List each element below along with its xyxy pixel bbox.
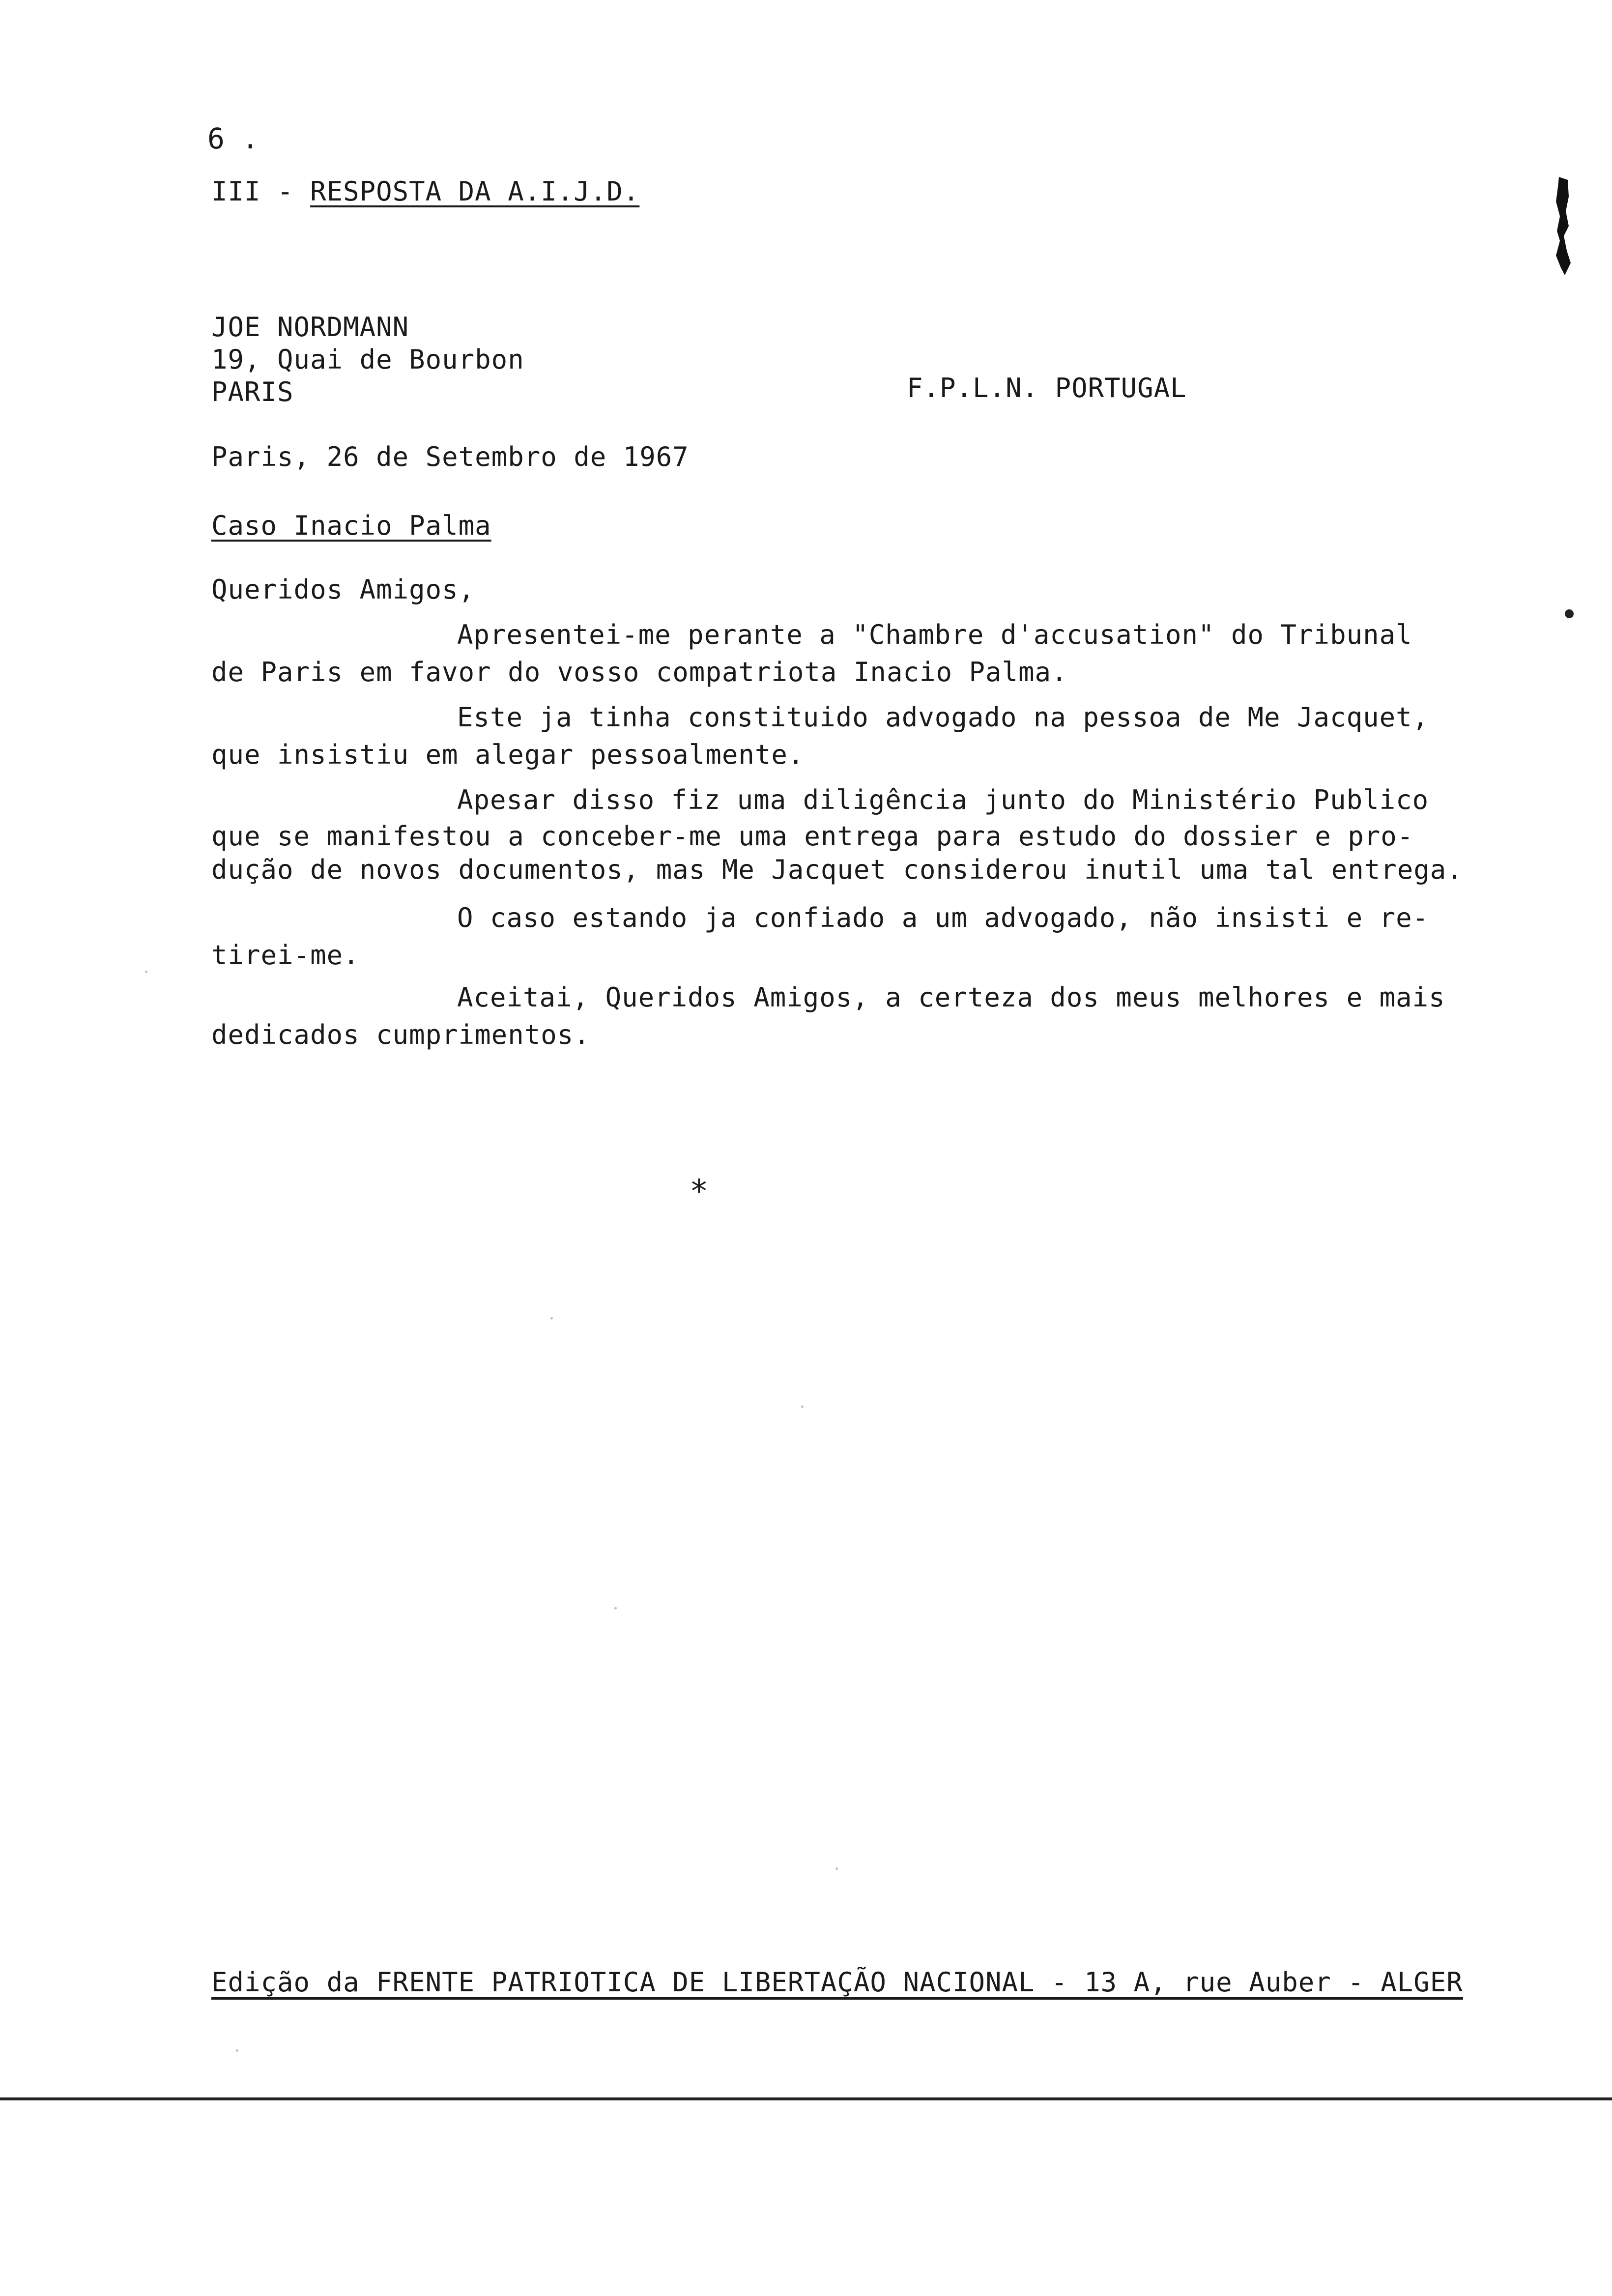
sender-street: 19, Quai de Bourbon (211, 344, 524, 375)
scan-speck (236, 2049, 238, 2052)
publisher-footer-text: Edição da FRENTE PATRIOTICA DE LIBERTAÇÃO NACIONAL - 13 A, rue Auber - ALGER (211, 1967, 1463, 1998)
sender-name: JOE NORDMANN (211, 312, 409, 343)
scan-speck (801, 1406, 804, 1408)
scan-speck (550, 1317, 553, 1320)
body-line: Este ja tinha constituido advogado na pessoa de Me Jacquet, (457, 702, 1429, 733)
body-line: Apesar disso fiz uma diligência junto do Ministério Publico (457, 784, 1429, 815)
ink-dot-mark (1565, 609, 1574, 618)
scan-speck (145, 971, 147, 973)
ink-blot-mark (1554, 177, 1571, 275)
scan-speck (835, 1867, 838, 1870)
sender-city: PARIS (211, 376, 294, 407)
body-line: O caso estando ja confiado a um advogado, não insisti e re- (457, 902, 1429, 933)
body-line: Apresentei-me perante a "Chambre d'accusation" do Tribunal (457, 619, 1412, 650)
bottom-rule (0, 2097, 1612, 2100)
body-line: que se manifestou a conceber-me uma entrega para estudo do dossier e pro- (211, 821, 1414, 852)
section-heading (211, 177, 639, 206)
section-heading-prefix: III - (211, 176, 311, 207)
body-line: Aceitai, Queridos Amigos, a certeza dos meus melhores e mais (457, 982, 1445, 1013)
recipient-line: F.P.L.N. PORTUGAL (907, 373, 1187, 403)
date-line: Paris, 26 de Setembro de 1967 (211, 441, 689, 472)
subject-line: Caso Inacio Palma (211, 510, 491, 541)
body-line: dução de novos documentos, mas Me Jacquet considerou inutil uma tal entrega. (211, 854, 1463, 885)
section-heading-title: RESPOSTA DA A.I.J.D. (310, 176, 640, 207)
body-line: dedicados cumprimentos. (211, 1019, 590, 1050)
body-line: que insistiu em alegar pessoalmente. (211, 739, 805, 770)
body-line: tirei-me. (211, 940, 360, 971)
page-number: 6 . (207, 122, 259, 155)
publisher-footer (211, 1968, 1463, 1997)
scan-speck (614, 1607, 617, 1609)
salutation: Queridos Amigos, (211, 574, 475, 605)
body-line: de Paris em favor do vosso compatriota Inacio Palma. (211, 657, 1068, 688)
section-separator: * (690, 1174, 709, 1210)
